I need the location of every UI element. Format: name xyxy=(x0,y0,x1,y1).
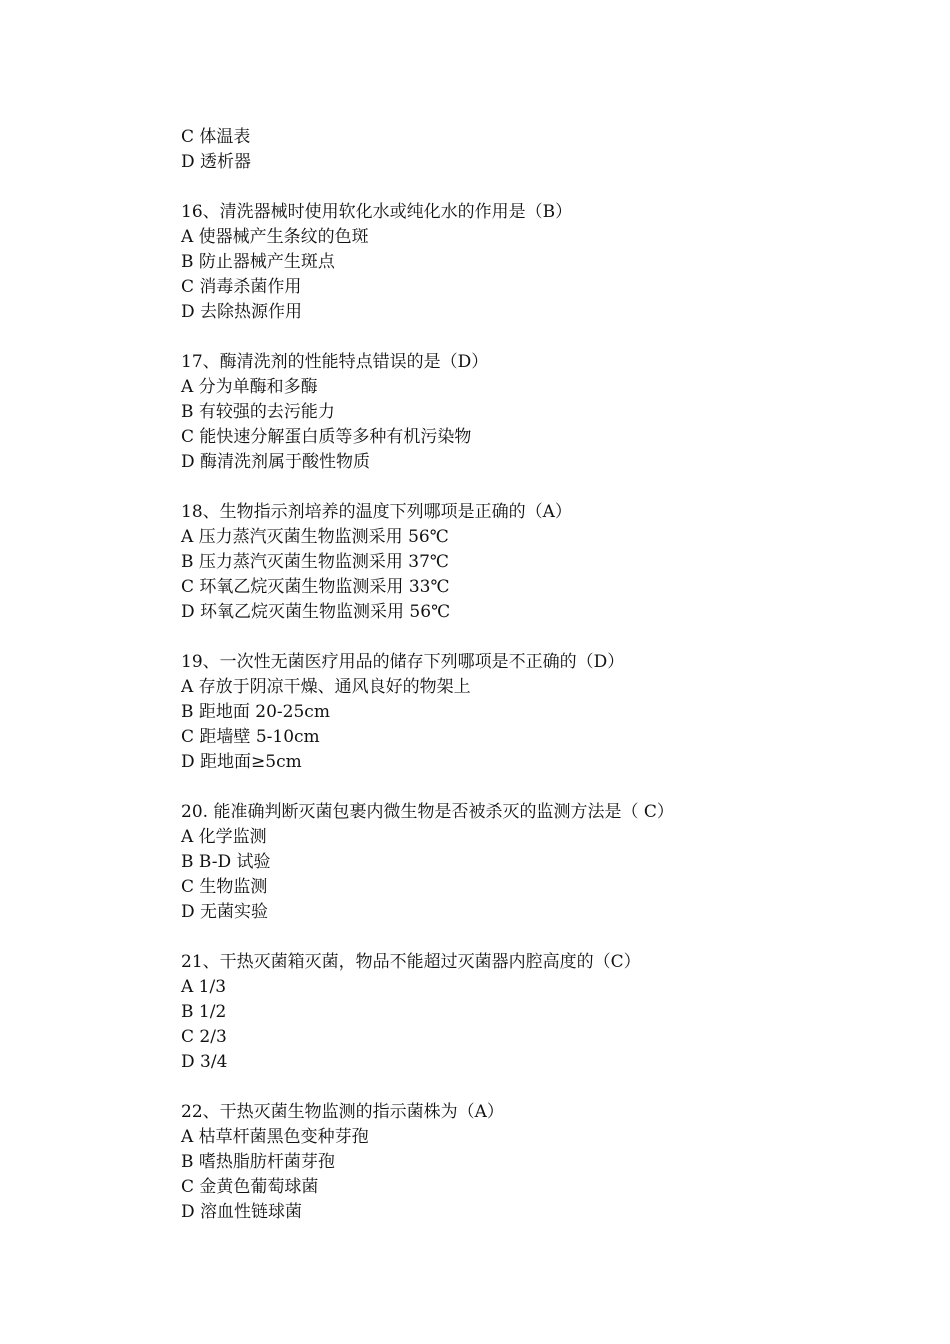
spacer xyxy=(181,475,881,500)
question-stem: 19、一次性无菌医疗用品的储存下列哪项是不正确的（D） xyxy=(181,652,625,672)
option-line: A 分为单酶和多酶 xyxy=(181,377,318,397)
question-stem: 20. 能准确判断灭菌包裹内微生物是否被杀灭的监测方法是（ C） xyxy=(181,802,674,822)
option-line: D 溶血性链球菌 xyxy=(181,1202,303,1222)
option-line: B 1/2 xyxy=(181,1002,227,1022)
spacer xyxy=(181,625,881,650)
option-line: D 距地面≥5cm xyxy=(181,752,302,772)
option-line: B B-D 试验 xyxy=(181,852,271,872)
option-line: A 使器械产生条纹的色斑 xyxy=(181,227,369,247)
option-line: D 3/4 xyxy=(181,1052,228,1072)
option-line: A 存放于阴凉干燥、通风良好的物架上 xyxy=(181,677,471,697)
option-line: C 距墙壁 5-10cm xyxy=(181,727,320,747)
document-content xyxy=(181,125,881,1225)
option-line: A 枯草杆菌黑色变种芽孢 xyxy=(181,1127,369,1147)
spacer xyxy=(181,1075,881,1100)
question-stem: 18、生物指示剂培养的温度下列哪项是正确的（A） xyxy=(181,502,572,522)
option-line: C 消毒杀菌作用 xyxy=(181,277,302,297)
question-stem: 16、清洗器械时使用软化水或纯化水的作用是（B） xyxy=(181,202,573,222)
option-line: A 1/3 xyxy=(181,977,227,997)
option-line: D 去除热源作用 xyxy=(181,302,303,322)
option-line: A 压力蒸汽灭菌生物监测采用 56℃ xyxy=(181,527,449,547)
option-line: C 2/3 xyxy=(181,1027,227,1047)
option-line: D 无菌实验 xyxy=(181,902,269,922)
option-line: C 体温表 xyxy=(181,127,251,147)
spacer xyxy=(181,775,881,800)
question-stem: 17、酶清洗剂的性能特点错误的是（D） xyxy=(181,352,489,372)
question-stem: 21、干热灭菌箱灭菌，物品不能超过灭菌器内腔高度的（C） xyxy=(181,952,641,972)
option-line: C 生物监测 xyxy=(181,877,268,897)
option-line: C 环氧乙烷灭菌生物监测采用 33℃ xyxy=(181,577,450,597)
option-line: B 嗜热脂肪杆菌芽孢 xyxy=(181,1152,335,1172)
option-line: D 酶清洗剂属于酸性物质 xyxy=(181,452,371,472)
option-line: C 金黄色葡萄球菌 xyxy=(181,1177,319,1197)
option-line: B 防止器械产生斑点 xyxy=(181,252,335,272)
option-line: B 距地面 20-25cm xyxy=(181,702,330,722)
option-line: D 透析器 xyxy=(181,152,252,172)
spacer xyxy=(181,925,881,950)
spacer xyxy=(181,325,881,350)
spacer xyxy=(181,175,881,200)
option-line: C 能快速分解蛋白质等多种有机污染物 xyxy=(181,427,472,447)
option-line: A 化学监测 xyxy=(181,827,267,847)
option-line: B 压力蒸汽灭菌生物监测采用 37℃ xyxy=(181,552,449,572)
question-stem: 22、干热灭菌生物监测的指示菌株为（A） xyxy=(181,1102,504,1122)
option-line: B 有较强的去污能力 xyxy=(181,402,335,422)
option-line: D 环氧乙烷灭菌生物监测采用 56℃ xyxy=(181,602,451,622)
